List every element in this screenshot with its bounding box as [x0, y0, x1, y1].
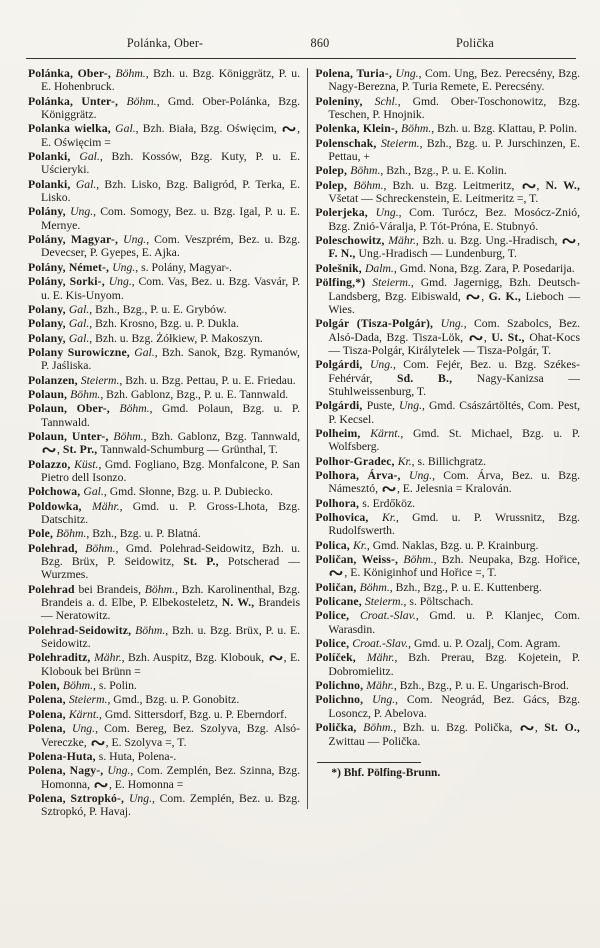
entry-text: , Gmd. Polaun, Bzg. u. P. Tannwald.	[41, 402, 300, 429]
entry-headword: Policane,	[315, 595, 365, 609]
left-column-entries	[28, 67, 300, 819]
gazetteer-entry	[28, 261, 300, 274]
entry-headword: N. W.,	[221, 596, 259, 610]
entry-headword: Polep,	[315, 164, 351, 178]
gazetteer-entry	[315, 234, 580, 261]
entry-text: , Gmd. u. P. Wrussnitz, Bzg. Rudolfswerth.	[328, 511, 580, 538]
gazetteer-entry	[315, 469, 580, 496]
entry-headword: Polena,	[28, 707, 69, 721]
entry-headword: Polaun,	[28, 387, 71, 401]
entry-text: , Gmd. Ober-Toschonowitz, Bzg. Teschen, P. Hnojnik.	[328, 94, 580, 122]
entry-text: , E. Königinhof und Hořice =, T.	[344, 566, 497, 580]
gazetteer-entry	[28, 542, 300, 582]
right-column	[315, 66, 580, 819]
right-column-entries	[315, 67, 580, 748]
entry-crownland: Ung.	[70, 205, 94, 219]
entry-crownland: Mähr.	[94, 651, 122, 665]
entry-text: , Com. Fejér, Bez. u. Bzg. Székes-Fehérvár,	[328, 358, 580, 385]
gazetteer-entry	[315, 651, 580, 678]
gazetteer-entry	[28, 750, 300, 763]
entry-text: ,	[57, 443, 63, 457]
entry-text: , Gmd. u. P. Gross-Lhota, Bzg. Datschitz.	[41, 499, 300, 526]
entry-text: , Gmd. Ober-Polánka, Bzg. Königgrätz.	[41, 94, 300, 122]
entry-crownland: Gal.	[68, 331, 90, 345]
entry-text: Lieboch — Wies.	[328, 289, 581, 316]
entry-crownland: Mähr.	[366, 679, 394, 693]
gazetteer-entry	[315, 427, 580, 454]
entry-crownland: Gal.	[75, 177, 97, 191]
entry-headword: Polany,	[28, 331, 69, 345]
entry-text: Zwittau — Polička.	[328, 734, 421, 748]
entry-crownland: Steierm.	[80, 373, 120, 387]
entry-text: , E. Oświęcim =	[41, 122, 300, 149]
entry-text: , Gmd. Jagernigg, Bzh. Deutsch-Landsberg, Bzg. Eibiswald,	[328, 276, 580, 303]
entry-text: , Com. Ung, Bez. Perecsény, Bzg. Nagy-Berezna, P. Turia Remete, E. Perecsény.	[328, 67, 580, 94]
gazetteer-entry	[28, 95, 300, 122]
entry-text: , Bzh. u. Bzg. Leitmeritz,	[383, 178, 521, 192]
entry-crownland: Croat.-Slav.	[359, 609, 416, 623]
entry-text: , Com. Zemplén, Bez. Szinna, Bzg. Homonna,	[41, 764, 301, 791]
entry-text: Všetat — Schreckenstein, E. Leitmeritz =, T.	[328, 192, 539, 206]
posthorn-icon	[469, 334, 483, 342]
entry-crownland: Ung.	[440, 317, 464, 331]
entry-headword: Polánka, Unter-,	[28, 94, 127, 108]
entry-text: , Bzh., Bzg. u. P. Jurschinzen, E. Pettau, +	[328, 136, 580, 164]
entry-text: , Gmd. Fogliano, Bzg. Monfalcone, P. San Pietro dell Isonzo.	[41, 457, 300, 484]
gazetteer-entry	[28, 332, 300, 345]
gazetteer-entry	[28, 374, 300, 387]
entry-headword: Polaun, Ober-,	[28, 402, 120, 416]
entry-crownland: Kärnt.	[68, 707, 100, 721]
entry-crownland: Gal.	[83, 485, 104, 499]
gazetteer-entry	[28, 500, 300, 527]
entry-crownland: Ung.	[409, 468, 433, 482]
entry-text: ,	[481, 289, 489, 303]
entry-crownland: Böhm.	[126, 94, 157, 108]
footnote-block	[315, 762, 580, 780]
entry-headword: Poleschowitz,	[315, 234, 389, 248]
entry-crownland: Ung.	[395, 67, 419, 80]
entry-headword: Polány, Magyar-,	[28, 233, 124, 247]
entry-headword: Polena, Nagy-,	[28, 764, 108, 778]
entry-text: , s. Polin.	[93, 679, 137, 693]
gazetteer-entry	[315, 581, 580, 594]
gazetteer-entry	[28, 346, 300, 373]
gazetteer-entry	[28, 122, 300, 149]
entry-headword: Polhora,	[315, 496, 363, 510]
gazetteer-entry	[28, 178, 300, 205]
entry-headword: Polanka wielka,	[28, 122, 116, 136]
posthorn-icon	[282, 125, 296, 133]
entry-headword: St. O.,	[544, 721, 580, 735]
entry-headword: Sd. B.,	[396, 371, 477, 385]
entry-text: Potscherad — Wurzmes.	[41, 555, 300, 582]
gazetteer-entry	[315, 262, 580, 275]
gazetteer-entry	[28, 430, 300, 457]
entry-text: ,	[534, 721, 545, 735]
entry-headword: Polica,	[315, 538, 353, 552]
entry-crownland: Steierm.	[372, 276, 411, 290]
entry-crownland: Ung.	[398, 399, 423, 413]
entry-crownland: Steierm.	[68, 693, 108, 707]
posthorn-icon	[520, 724, 534, 732]
entry-crownland: Böhm.	[403, 553, 434, 567]
entry-crownland: Steierm.	[380, 136, 420, 150]
gazetteer-entry	[28, 233, 300, 260]
entry-text: , Bzh. Kossów, Bzg. Kuty, P. u. E. Uścieryki.	[41, 150, 300, 177]
entry-text: , Com. Zemplén, Bez. u. Bzg. Sztropkó, P. Havaj.	[41, 791, 300, 819]
entry-headword: Polgár (Tisza-Polgár),	[315, 317, 441, 331]
entry-crownland: Gal.	[79, 150, 100, 164]
entry-text: , E. Jelesnia = Kralován.	[396, 482, 512, 496]
entry-headword: Polány,	[28, 205, 71, 219]
entry-headword: Polep,	[315, 178, 354, 192]
entry-crownland: Ung.	[72, 722, 96, 736]
entry-headword: Polehrad,	[28, 541, 86, 555]
entry-headword: Poličan, Weiss-,	[315, 553, 404, 567]
text-columns	[0, 59, 600, 819]
entry-crownland: Gal.	[134, 345, 155, 359]
gazetteer-entry	[28, 708, 300, 721]
entry-text: , Bzh., Bzg. u. P. Blatná.	[86, 527, 201, 541]
entry-crownland: Mähr.	[366, 651, 395, 665]
entry-headword: Polenschak,	[315, 136, 381, 150]
entry-crownland: Kärnt.	[370, 426, 401, 440]
entry-crownland: Böhm.	[350, 164, 381, 178]
entry-headword: F. N.,	[328, 247, 359, 261]
entry-crownland: Böhm.	[113, 429, 144, 443]
entry-text: , Bzh. Prerau, Bzg. Kojetein, P. Dobromielitz.	[328, 651, 580, 678]
entry-headword: St. Pr.,	[62, 443, 101, 457]
entry-headword: Pölfing,*)	[315, 276, 373, 290]
entry-crownland: Kr.	[381, 511, 396, 524]
entry-headword: Polen,	[28, 679, 63, 693]
gazetteer-entry	[28, 205, 300, 232]
entry-text: , Bzh. u. Bzg. Brüx, P. u. E. Seidowitz.	[41, 623, 301, 651]
gazetteer-entry	[315, 206, 580, 233]
posthorn-icon	[329, 569, 343, 577]
entry-crownland: Steierm.	[364, 595, 404, 609]
entry-headword: St. P.,	[183, 555, 228, 569]
entry-headword: G. K.,	[488, 289, 526, 303]
entry-headword: Police,	[315, 609, 360, 623]
entry-crownland: Mähr.	[92, 499, 120, 513]
gazetteer-entry	[315, 497, 580, 510]
entry-headword: Polena,	[28, 693, 69, 707]
entry-text: , Bzh. u. Bzg. Polička,	[393, 721, 519, 735]
header-page-number: 860	[310, 36, 330, 50]
entry-text: , Bzh. u. Bzg. Klattau, P. Polin.	[431, 122, 578, 136]
gazetteer-entry	[315, 693, 580, 720]
entry-text: , s. Billichgratz.	[411, 454, 487, 468]
entry-text: , E. Homonna =	[108, 777, 184, 791]
entry-headword: Polena, Sztropkó-,	[28, 791, 129, 805]
entry-text: , Bzh. u. Bzg. Königgrätz, P. u. E. Hohenbruck.	[41, 67, 300, 94]
entry-headword: Polhor-Gradec,	[315, 454, 398, 468]
gazetteer-entry	[28, 402, 300, 429]
gazetteer-entry	[315, 721, 580, 748]
gazetteer-entry	[315, 511, 580, 538]
entry-crownland: Böhm.	[70, 387, 101, 401]
gazetteer-entry	[315, 679, 580, 692]
entry-headword: Polány, Német-,	[28, 260, 113, 274]
entry-text: , s. Pöltschach.	[403, 595, 474, 609]
gazetteer-entry	[315, 609, 580, 636]
entry-crownland: Ung.	[372, 693, 396, 707]
entry-text: s. Erdőköz.	[362, 496, 416, 510]
gazetteer-entry	[315, 122, 580, 135]
gazetteer-entry	[28, 693, 300, 706]
posthorn-icon	[91, 739, 105, 747]
gazetteer-entry	[315, 399, 580, 426]
entry-headword: Polanzen,	[28, 373, 81, 387]
entry-text: , Gmd. Słonne, Bzg. u. P. Dubiecko.	[103, 485, 273, 499]
entry-headword: Połchowa,	[28, 485, 84, 499]
entry-text: , Com. Szabolcs, Bez. Alsó-Dada, Bzg. Tisza-Lök,	[328, 317, 580, 344]
entry-headword: Polheim,	[315, 426, 371, 440]
entry-crownland: Küst.	[74, 457, 99, 471]
running-header	[0, 0, 600, 55]
entry-text: , Bzh., Bzg., P. u. E. Kuttenberg.	[389, 580, 542, 594]
gazetteer-entry	[315, 553, 580, 580]
entry-crownland: Böhm.	[363, 721, 394, 735]
entry-headword: Polička,	[315, 721, 364, 735]
entry-crownland: Böhm.	[401, 122, 432, 136]
entry-text: , Gmd. Sittersdorf, Bzg. u. P. Eberndorf.	[99, 707, 287, 721]
entry-text: , Bzh. Gablonz, Bzg. Tannwald,	[143, 429, 301, 443]
footnote-text: *) Bhf. Pölfing-Brunn.	[331, 766, 441, 779]
gazetteer-entry	[28, 583, 300, 623]
entry-crownland: Gal.	[115, 122, 136, 136]
entry-headword: Polánka, Ober-,	[28, 67, 116, 80]
gazetteer-entry	[315, 539, 580, 552]
entry-headword: Police,	[315, 637, 353, 651]
entry-headword: U. St.,	[491, 330, 530, 344]
entry-text: bei Brandeis,	[74, 582, 145, 596]
entry-crownland: Ung.	[108, 275, 132, 289]
entry-text: , E. Szolyva =, T.	[105, 735, 187, 749]
entry-headword: Polichno,	[315, 679, 367, 693]
gazetteer-entry	[315, 637, 580, 650]
posthorn-icon	[269, 654, 283, 662]
entry-headword: Polehrad	[28, 582, 75, 596]
posthorn-icon	[466, 293, 480, 301]
entry-text: , Com. Turócz, Bez. Mosócz-Znió, Bzg. Znió-Váralja, P. Tót-Próna, E. Stubnyó.	[328, 206, 580, 233]
entry-headword: Polaun, Unter-,	[28, 429, 114, 443]
entry-crownland: Böhm.	[144, 582, 175, 596]
entry-headword: Poldowka,	[28, 499, 93, 513]
entry-crownland: Böhm.	[119, 402, 150, 416]
entry-crownland: Kr.	[352, 538, 367, 552]
entry-text: , Com. Veszprém, Bez. u. Bzg. Devecser, P. Gyepes, E. Ajka.	[41, 233, 301, 260]
gazetteer-entry	[315, 455, 580, 468]
entry-text: , Gmd. Császártöltés, Com. Pest, P. Kecsel.	[328, 399, 581, 426]
entry-text: Puste,	[366, 399, 399, 413]
entry-text: , Bzh. Sanok, Bzg. Rymanów, P. Jaśliska.	[41, 345, 300, 373]
entry-crownland: Böhm.	[115, 67, 146, 80]
gazetteer-entry	[315, 358, 580, 398]
entry-crownland: Böhm.	[359, 580, 390, 594]
entry-text: , Gmd. u. P. Klanjec, Com. Warasdin.	[328, 609, 580, 636]
header-left-title: Polánka, Ober-	[126, 36, 204, 50]
gazetteer-entry	[28, 764, 300, 791]
entry-headword: Polanki,	[28, 150, 80, 164]
gazetteer-entry	[315, 95, 580, 122]
entry-crownland: Böhm.	[85, 541, 116, 555]
entry-text: Brandeis — Neratowitz.	[41, 596, 300, 623]
entry-crownland: Böhm.	[353, 178, 384, 192]
entry-text: , Bzh. Gablonz, Bzg., P. u. E. Tannwald.	[100, 387, 289, 401]
entry-headword: Polichno,	[315, 693, 373, 707]
gazetteer-entry	[315, 164, 580, 177]
gazetteer-entry	[315, 137, 580, 164]
entry-crownland: Ung.	[123, 233, 147, 247]
gazetteer-entry	[28, 275, 300, 302]
entry-headword: Políček,	[315, 651, 367, 665]
gazetteer-entry	[28, 651, 300, 678]
entry-headword: Poličan,	[315, 580, 360, 594]
gazetteer-entry	[315, 67, 580, 94]
entry-text: , Bzh. Auspitz, Bzg. Klobouk,	[121, 651, 268, 665]
entry-headword: Polena, Turia-,	[315, 67, 396, 80]
gazetteer-entry	[28, 317, 300, 330]
entry-headword: Polerjeka,	[315, 206, 376, 220]
entry-crownland: Böhm.	[56, 527, 87, 541]
gazetteer-entry	[28, 624, 300, 651]
gazetteer-entry	[28, 527, 300, 540]
entry-text: , Bzh. Krosno, Bzg. u. P. Dukla.	[89, 317, 239, 331]
posthorn-icon	[382, 485, 396, 493]
entry-headword: Polešnik,	[315, 261, 365, 275]
entry-text: , Gmd. Nona, Bzg. Zara, P. Posedarija.	[393, 261, 575, 275]
entry-headword: Polanki,	[28, 177, 76, 191]
entry-crownland: Ung.	[112, 260, 136, 274]
posthorn-icon	[42, 446, 56, 454]
entry-text: s. Huta, Polena-.	[98, 749, 177, 763]
entry-text: , Bzh. Karolinenthal, Bzg. Brandeis a. d. Elbe, P. Elbekosteletz,	[41, 582, 300, 610]
entry-crownland: Schl.	[374, 94, 398, 108]
entry-text: Ohat-Kocs — Tisza-Polgár, Királytelek — Tisza-Polgár, T.	[328, 330, 580, 357]
entry-text: , Bzh. u. Bzg. Pettau, P. u. E. Friedau.	[119, 373, 296, 387]
entry-crownland: Mähr.	[388, 234, 416, 248]
gazetteer-entry	[315, 276, 580, 316]
entry-text: , Com. Vas, Bez. u. Bzg. Vasvár, P. u. E. Kis-Unyom.	[41, 275, 300, 302]
entry-crownland: Böhm.	[62, 679, 94, 693]
posthorn-icon	[522, 182, 536, 190]
entry-text: , Bzh. Lisko, Bzg. Baligród, P. Terka, E. Lisko.	[41, 177, 300, 205]
entry-crownland: Ung.	[107, 764, 131, 778]
entry-text: ,	[483, 330, 492, 344]
entry-headword: Polgárdi,	[315, 399, 367, 413]
entry-headword: Polenka, Klein-,	[315, 122, 402, 136]
entry-crownland: Ung.	[375, 206, 399, 220]
left-column	[28, 66, 300, 819]
entry-text: , Bzh. Neupaka, Bzg. Hořice,	[433, 553, 580, 567]
entry-headword: Polena-Huta,	[28, 749, 99, 763]
entry-text: Nagy-Kanizsa — Stuhlweissenburg, T.	[328, 371, 580, 398]
entry-text: , Bzh., Bzg., P. u. E. Grybów.	[89, 302, 227, 316]
entry-text: , Bzh., Bzg., P. u. E. Kolin.	[380, 164, 507, 178]
entry-text: , Gmd., Bzg. u. P. Gonobitz.	[107, 693, 240, 707]
gazetteer-entry	[28, 67, 300, 94]
gazetteer-entry	[28, 485, 300, 498]
gazetteer-entry	[28, 679, 300, 692]
entry-headword: Polány, Sorki-,	[28, 275, 109, 289]
gazetteer-entry	[28, 458, 300, 485]
entry-crownland: Croat.-Slav.	[352, 637, 409, 651]
entry-text: , Gmd. u. P. Ozalj, Com. Agram.	[408, 637, 561, 651]
gazetteer-entry	[315, 595, 580, 608]
entry-text: , Com. Neográd, Bez. Gács, Bzg. Losoncz, P. Abelova.	[328, 693, 580, 720]
gazetteer-entry	[28, 303, 300, 316]
entry-headword: Polany Surowiczne,	[28, 345, 135, 359]
header-right-title: Polička	[456, 36, 494, 50]
entry-text: ,	[536, 178, 546, 192]
entry-headword: Pole,	[28, 527, 57, 541]
gazetteer-entry	[315, 179, 580, 206]
footnote-rule	[317, 762, 421, 763]
entry-headword: Polany,	[28, 317, 69, 331]
entry-headword: N. W.,	[545, 178, 581, 192]
entry-headword: Polhora, Árva-,	[315, 468, 410, 482]
entry-crownland: Gal.	[68, 317, 90, 331]
entry-text: , Bzh., Bzg., P. u. E. Ungarisch-Brod.	[393, 679, 569, 693]
entry-crownland: Ung.	[369, 358, 394, 372]
entry-text: , Com. Árva, Bez. u. Bzg. Námesztó,	[328, 468, 580, 496]
entry-headword: Polany,	[28, 302, 69, 316]
entry-text: , s. Polány, Magyar-.	[135, 260, 232, 274]
entry-crownland: Gal.	[68, 302, 90, 316]
gazetteer-entry	[28, 792, 300, 819]
entry-text: , Bzh. u. Bzg. Ung.-Hradisch,	[415, 234, 562, 248]
entry-crownland: Ung.	[128, 791, 152, 805]
entry-text: , Bzh. Biała, Bzg. Oświęcim,	[135, 122, 282, 136]
entry-text: , Bzh. u. Bzg. Żółkiew, P. Makoszyn.	[89, 331, 263, 345]
entry-text: , Com. Somogy, Bez. u. Bzg. Igal, P. u. E. Mernye.	[41, 205, 300, 232]
entry-crownland: Böhm.	[135, 623, 166, 637]
entry-headword: Poleniny,	[315, 94, 375, 108]
entry-headword: Polehraditz,	[28, 651, 95, 665]
entry-text: Tannwald-Schumburg — Grünthal, T.	[100, 443, 278, 457]
entry-text: , Gmd. St. Michael, Bzg. u. P. Wolfsberg.	[328, 426, 580, 454]
entry-headword: Polhovica,	[315, 511, 382, 524]
entry-text: , Com. Bereg, Bez. Szolyva, Bzg. Alsó-Vereczke,	[41, 722, 300, 749]
gazetteer-entry	[315, 317, 580, 357]
entry-headword: Polgárdi,	[315, 358, 370, 372]
posthorn-icon	[94, 781, 108, 789]
entry-text: Ung.-Hradisch — Lundenburg, T.	[358, 247, 517, 261]
entry-headword: Polehrad-Seidowitz,	[28, 623, 136, 637]
entry-crownland: Kr.	[397, 454, 412, 468]
gazetteer-entry	[28, 150, 300, 177]
entry-text: , Gmd. Polehrad-Seidowitz, Bzh. u. Bzg. Brüx, P. Seidowitz,	[41, 541, 300, 569]
entry-text: , E. Klobouk bei Brünn =	[41, 651, 301, 678]
gazetteer-entry	[28, 722, 300, 749]
entry-crownland: Dalm.	[364, 261, 394, 275]
gazetteer-entry	[28, 388, 300, 401]
entry-headword: Polazzo,	[28, 457, 75, 471]
entry-text: , Gmd. Naklas, Bzg. u. P. Krainburg.	[366, 538, 539, 552]
entry-text: ,	[577, 234, 580, 248]
posthorn-icon	[562, 237, 576, 245]
entry-headword: Polena,	[28, 722, 73, 736]
